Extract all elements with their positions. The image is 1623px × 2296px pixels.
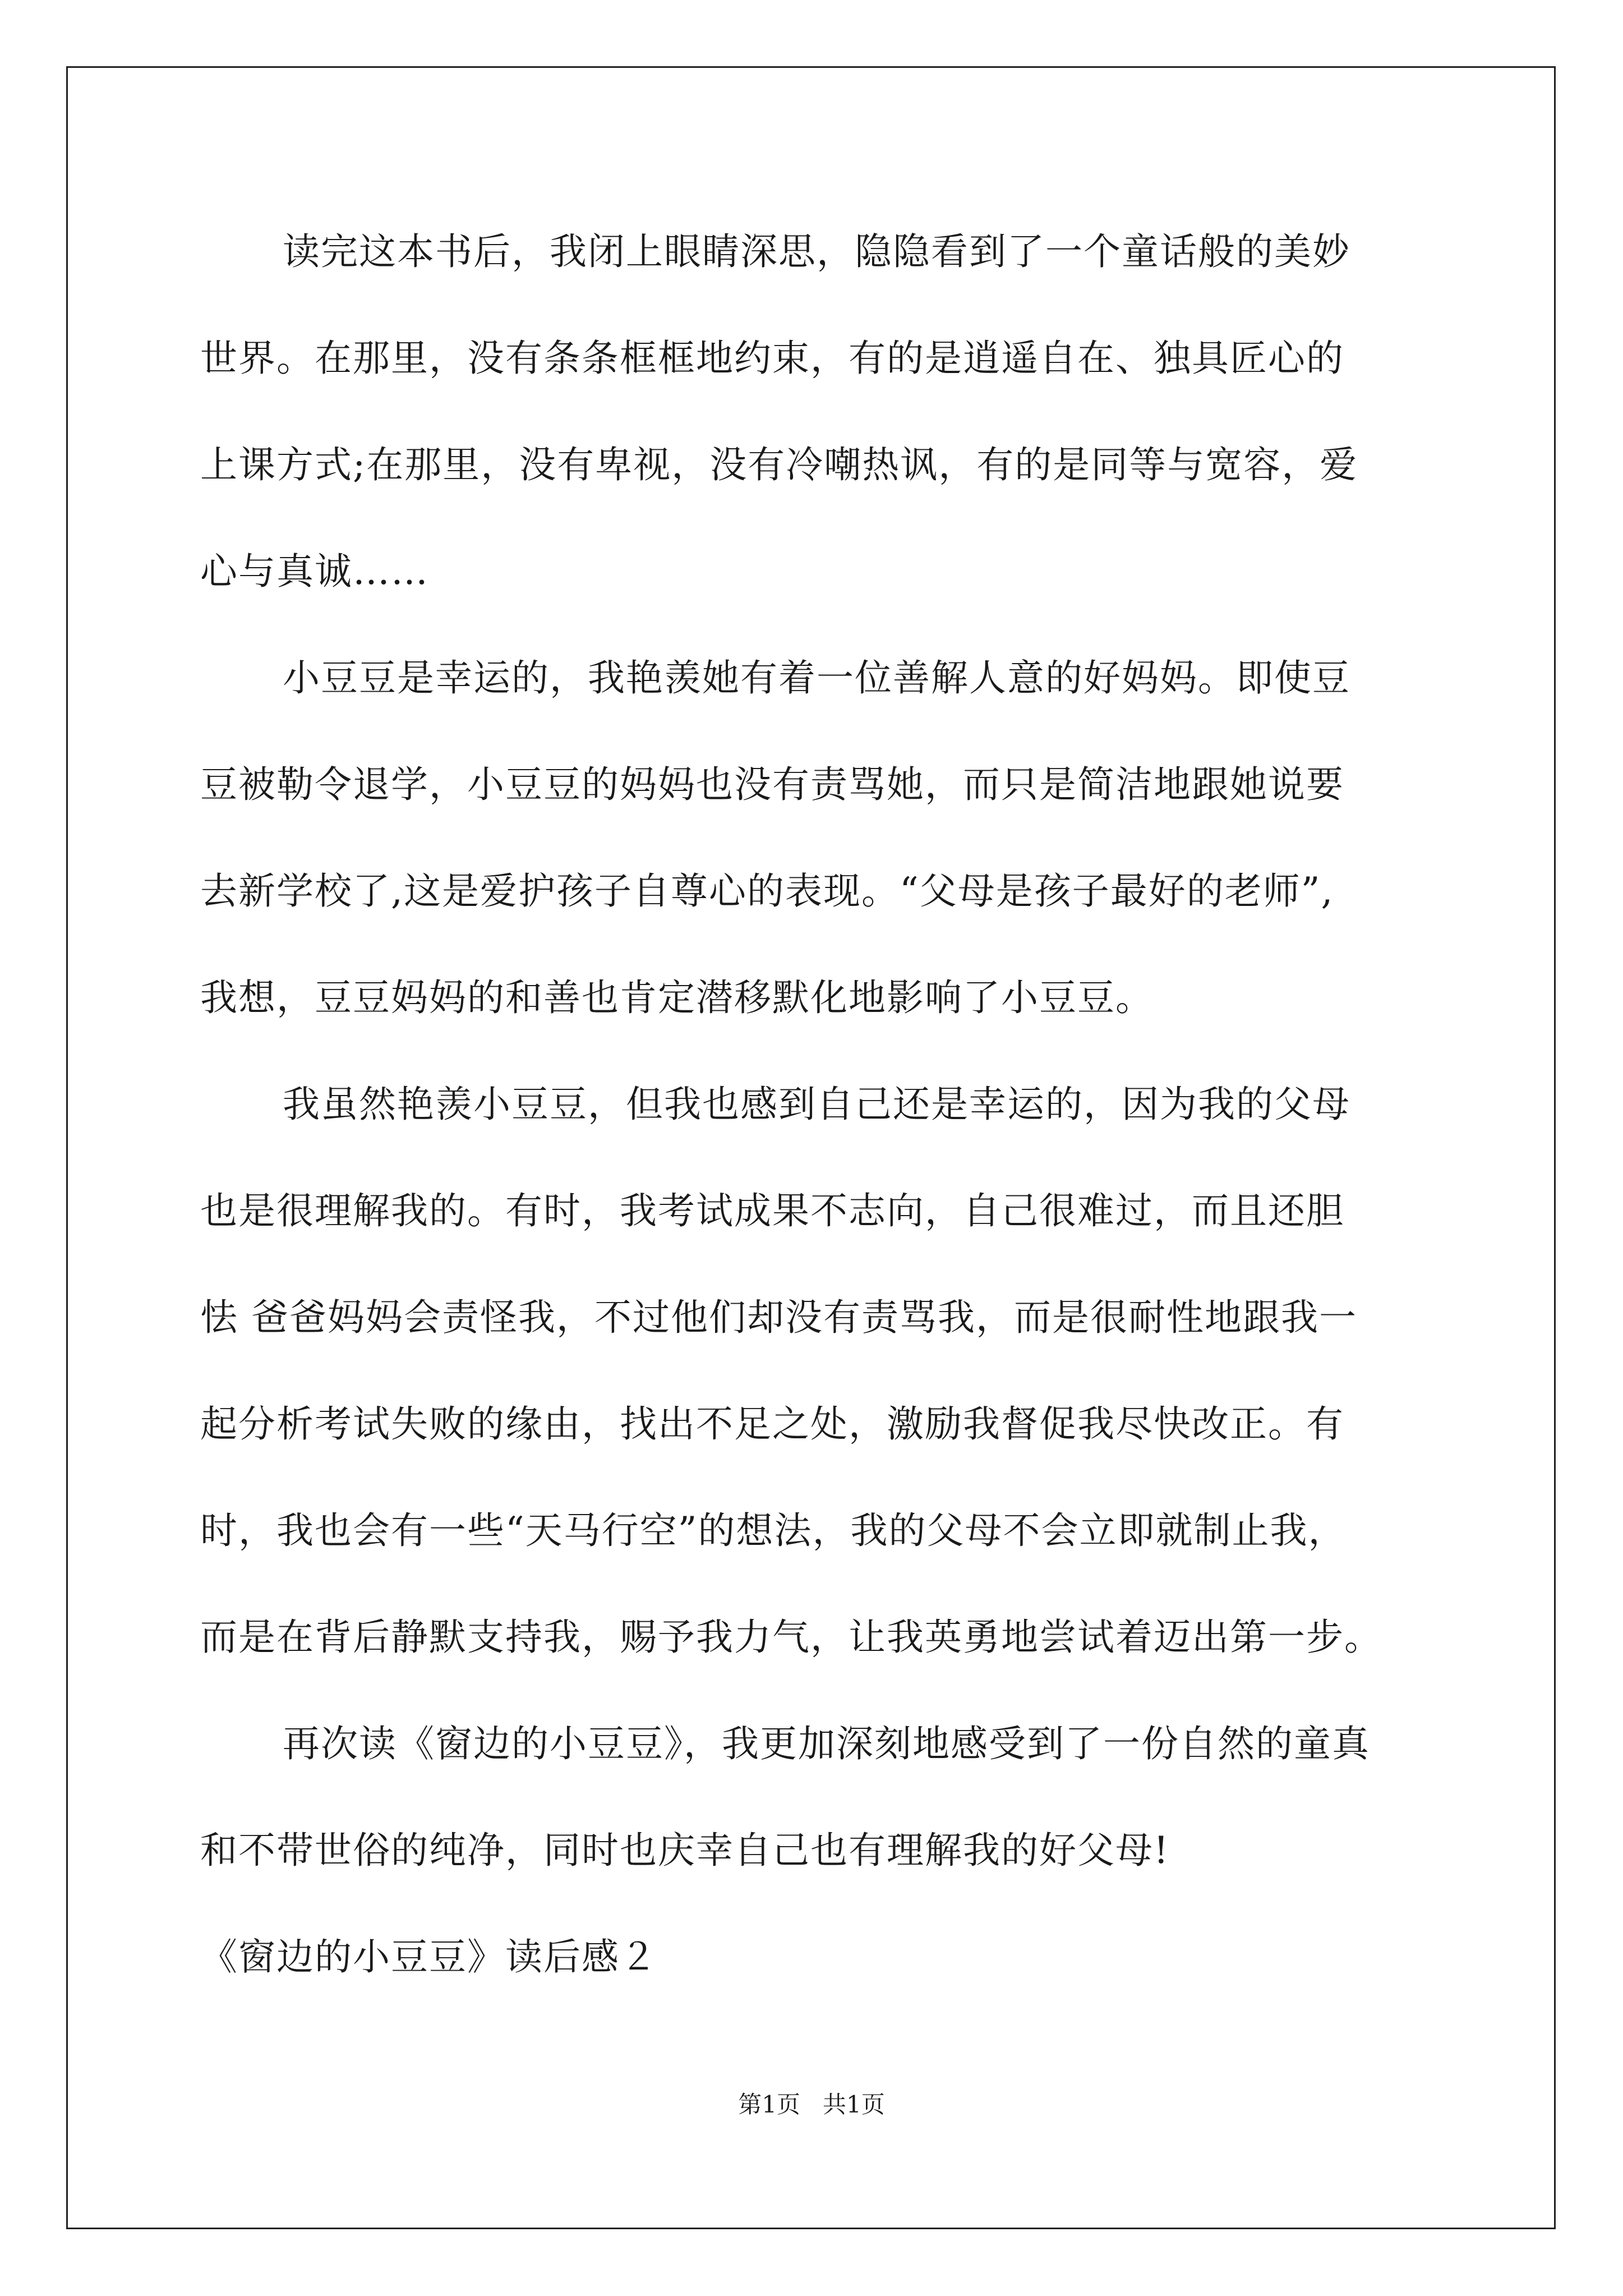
paragraph-2-line-1: 小豆豆是幸运的，我艳羡她有着一位善解人意的好妈妈。即使豆 [283,656,1350,700]
paragraph-1-line-3: 上课方式;在那里，没有卑视，没有冷嘲热讽，有的是同等与宽容，爱 [200,443,1358,486]
paragraph-4-line-1: 再次读《窗边的小豆豆》，我更加深刻地感受到了一份自然的童真 [283,1722,1370,1765]
paragraph-3-line-6: 而是在背后静默支持我，赐予我力气，让我英勇地尝试着迈出第一步。 [200,1616,1382,1659]
section-heading: 《窗边的小豆豆》读后感２ [200,1935,658,1978]
paragraph-2-line-3: 去新学校了,这是爱护孩子自尊心的表现。“父母是孩子最好的老师”, [200,869,1334,913]
paragraph-3-line-1: 我虽然艳羡小豆豆，但我也感到自己还是幸运的，因为我的父母 [283,1083,1350,1126]
paragraph-2-line-4: 我想，豆豆妈妈的和善也肯定潜移默化地影响了小豆豆。 [200,976,1154,1019]
paragraph-1-line-1: 读完这本书后，我闭上眼睛深思，隐隐看到了一个童话般的美妙 [283,230,1350,273]
page-number-footer: 第1页 共1页 [738,2091,885,2118]
paragraph-3-line-2: 也是很理解我的。有时，我考试成果不志向，自己很难过，而且还胆 [200,1189,1344,1232]
paragraph-1-line-2: 世界。在那里，没有条条框框地约束，有的是逍遥自在、独具匠心的 [200,337,1344,380]
paragraph-1-line-4: 心与真诚…… [200,550,429,593]
paragraph-4-line-2: 和不带世俗的纯净，同时也庆幸自己也有理解我的好父母! [200,1829,1170,1872]
page-border [66,66,1556,2229]
paragraph-3-line-5: 时，我也会有一些“天马行空”的想法，我的父母不会立即就制止我， [200,1509,1347,1552]
paragraph-3-line-3: 怯 爸爸妈妈会责怪我，不过他们却没有责骂我，而是很耐性地跟我一 [200,1296,1357,1339]
paragraph-2-line-2: 豆被勒令退学，小豆豆的妈妈也没有责骂她，而只是简洁地跟她说要 [200,763,1344,806]
paragraph-3-line-4: 起分析考试失败的缘由，找出不足之处，激励我督促我尽快改正。有 [200,1402,1344,1446]
